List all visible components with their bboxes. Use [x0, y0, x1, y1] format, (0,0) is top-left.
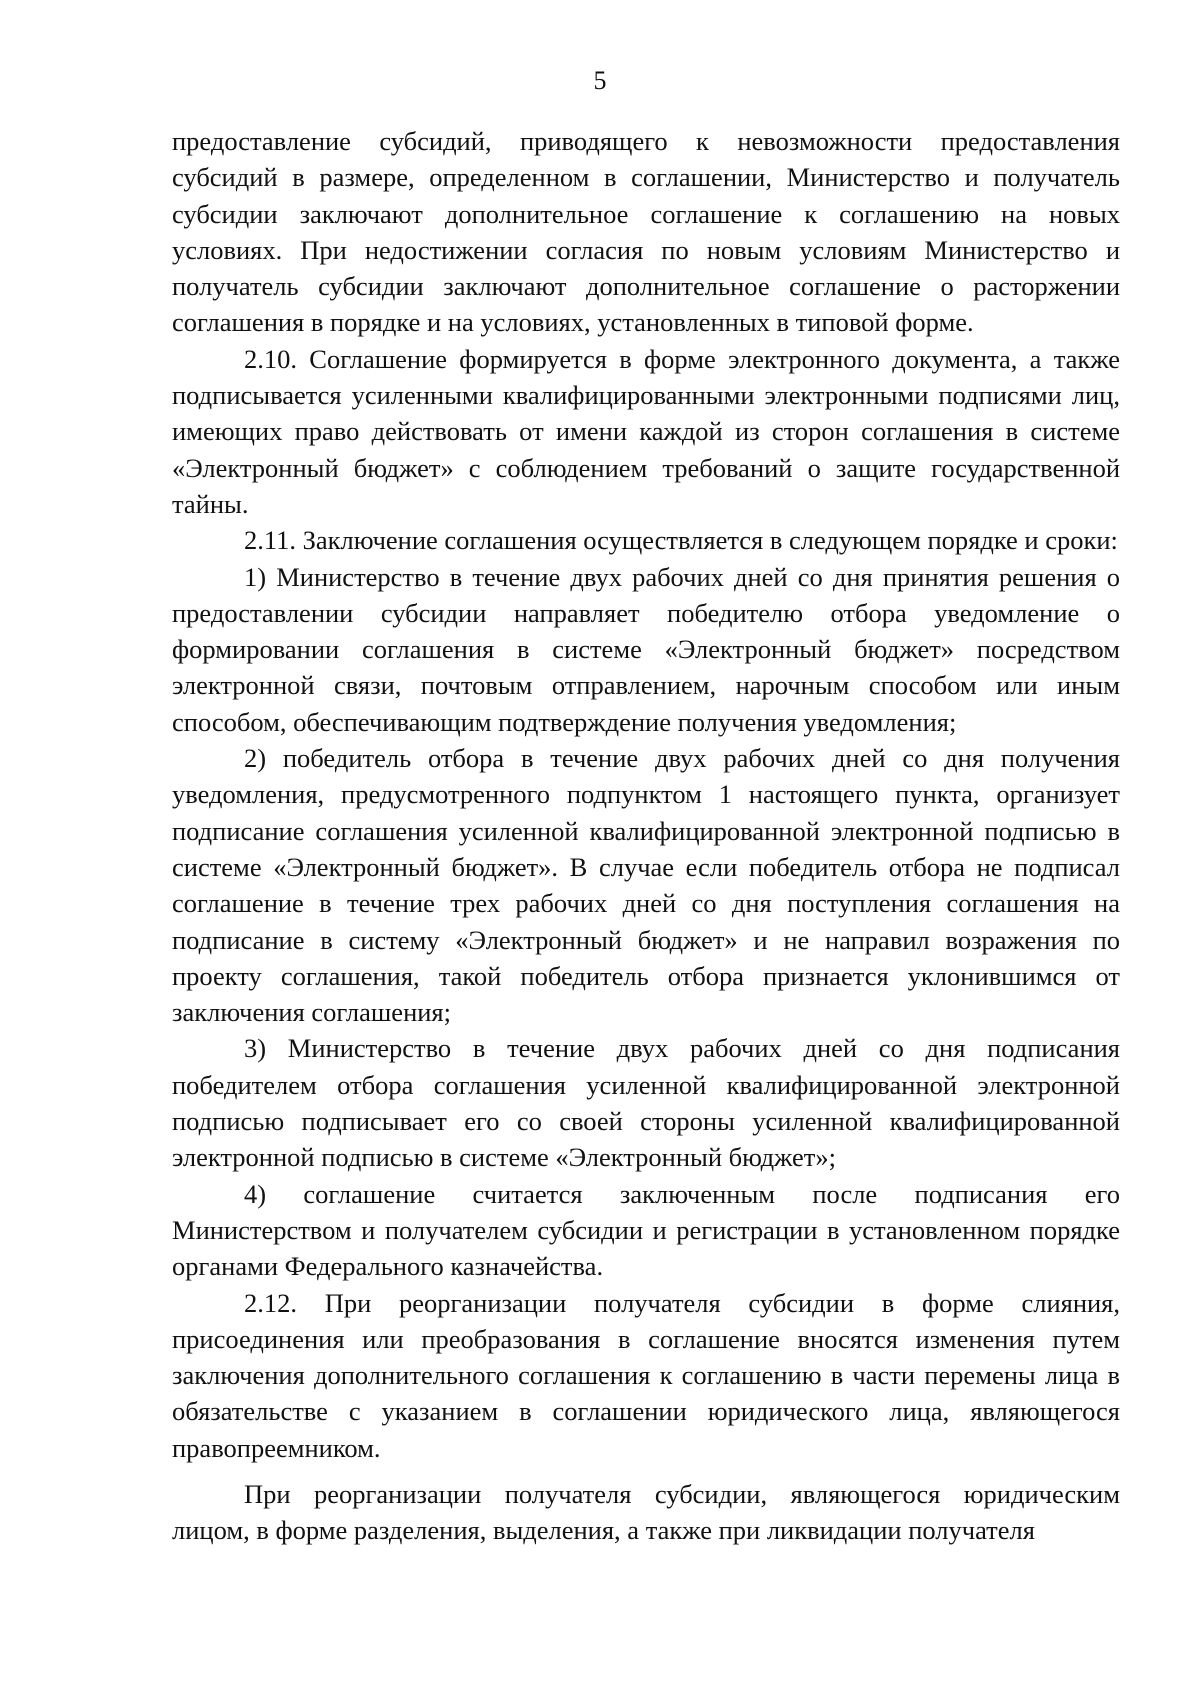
paragraph-continuation: предоставление субсидий, приводящего к невозможности предоставления субсидий в размере, определенном в соглашении, Министерство и получатель субсидии заключают дополнительное соглашение к соглашению на новых условиях. При недостижении согласия по новым условиям Министерство и получатель субсидии заключают дополнительное соглашение о расторжении соглашения в порядке и на условиях, установленных в типовой форме.	[172, 126, 1120, 338]
paragraph-2-10: 2.10. Соглашение формируется в форме электронного документа, а также подписывается усиленными квалифицированными электронными подписями лиц, имеющих право действовать от имени каждой из сторон соглашения в системе «Электронный бюджет» с соблюдением требований о защите государственной тайны.	[172, 343, 1120, 519]
paragraph-2-11-item-2: 2) победитель отбора в течение двух рабочих дней со дня получения уведомления, предусмотренного подпунктом 1 настоящего пункта, организует подписание соглашения усиленной квалифицированной электронной подписью в системе «Электронный бюджет». В случае если победитель отбора не подписал соглашение в течение трех рабочих дней со дня поступления соглашения на подписание в систему «Электронный бюджет» и не направил возражения по проекту соглашения, такой победитель отбора признается уклонившимся от заключения соглашения;	[172, 743, 1120, 1028]
document-body	[172, 123, 1120, 1549]
paragraph-2-11-item-4: 4) соглашение считается заключенным после подписания его Министерством и получателем субсидии и регистрации в установленном порядке органами Федерального казначейства.	[172, 1178, 1120, 1282]
paragraph-reorganization: При реорганизации получателя субсидии, являющегося юридическим лицом, в форме разделения, выделения, а также при ликвидации получателя	[172, 1478, 1120, 1546]
paragraph-2-11: 2.11. Заключение соглашения осуществляется в следующем порядке и сроки:	[244, 525, 1118, 556]
paragraph-2-11-item-3: 3) Министерство в течение двух рабочих дней со дня подписания победителем отбора соглашения усиленной квалифицированной электронной подписью подписывает его со своей стороны усиленной квалифицированной электронной подписью в системе «Электронный бюджет»;	[172, 1033, 1120, 1173]
page-number: 5	[593, 66, 607, 95]
paragraph-2-11-item-1: 1) Министерство в течение двух рабочих дней со дня принятия решения о предоставлении субсидии направляет победителю отбора уведомление о формировании соглашения в системе «Электронный бюджет» посредством электронной связи, почтовым отправлением, нарочным способом или иным способом, обеспечивающим подтверждение получения уведомления;	[172, 561, 1120, 737]
paragraph-2-12: 2.12. При реорганизации получателя субсидии в форме слияния, присоединения или преобразования в соглашение вносятся изменения путем заключения дополнительного соглашения к соглашению в части перемены лица в обязательстве с указанием в соглашении юридического лица, являющегося правопреемником.	[172, 1287, 1120, 1463]
